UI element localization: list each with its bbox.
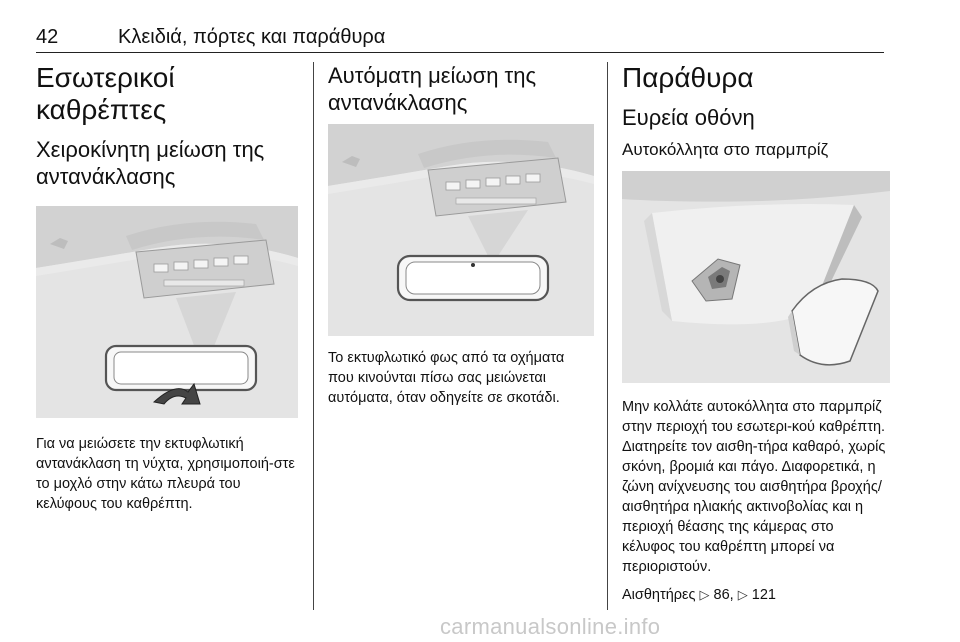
section-heading: Εσωτερικοί καθρέπτες	[36, 62, 175, 125]
page-header	[36, 24, 884, 53]
xref-page[interactable]: 86	[713, 587, 730, 603]
xref-page[interactable]: 121	[751, 587, 776, 603]
subsection-heading: Ευρεία οθόνη	[622, 105, 755, 130]
auto-mirror-illustration	[328, 124, 594, 336]
page-number: 42	[36, 26, 59, 48]
subsubsection-heading: Αυτοκόλλητα στο παρμπρίζ	[622, 140, 829, 159]
column-divider	[607, 62, 608, 610]
arrow-right-icon: ▷	[699, 587, 710, 602]
xref-label: Αισθητήρες	[622, 587, 696, 603]
section-heading: Παράθυρα	[622, 62, 754, 93]
body-paragraph: Για να μειώσετε την εκτυφλωτική αντανάκλαση τη νύχτα, χρησιμοποιή-στε το μοχλό στην κάτω πλευρά του κελύφους του καθρέπτη.	[36, 436, 295, 512]
arrow-right-icon: ▷	[737, 587, 748, 602]
subsection-heading: Χειροκίνητη μείωση της αντανάκλασης	[36, 137, 265, 189]
subsection-heading: Αυτόματη μείωση της αντανάκλασης	[328, 63, 537, 115]
column-windows	[622, 62, 890, 605]
watermark: carmanualsonline.info	[440, 614, 661, 639]
column-auto-dimming	[328, 62, 594, 408]
cross-reference: Αισθητήρες ▷ 86, ▷ 121	[622, 587, 776, 603]
body-paragraph: Μην κολλάτε αυτοκόλλητα στο παρμπρίζ στην περιοχή του εσωτερι-κού καθρέπτη. Διατηρείτε τον αισθη-τήρα καθαρό, χωρίς σκόνη, βρομιά και πάγο. Διαφορετικά, η ζώνη ανίχνευσης του αισθητήρα βροχής/ αισθητήρα ηλιακής ακτινοβολίας και η περιοχή θέασης της κάμερας στο κέλυφος του καθρέπτη μπορεί να περιοριστούν.	[622, 399, 886, 575]
windscreen-sensor-illustration	[622, 171, 890, 383]
column-manual-dimming	[36, 62, 298, 514]
section-title: Κλειδιά, πόρτες και παράθυρα	[118, 26, 386, 48]
column-divider	[313, 62, 314, 610]
body-paragraph: Το εκτυφλωτικό φως από τα οχήματα που κινούνται πίσω σας μειώνεται αυτόματα, όταν οδηγείτε σε σκοτάδι.	[328, 350, 565, 406]
manual-mirror-illustration	[36, 206, 298, 418]
